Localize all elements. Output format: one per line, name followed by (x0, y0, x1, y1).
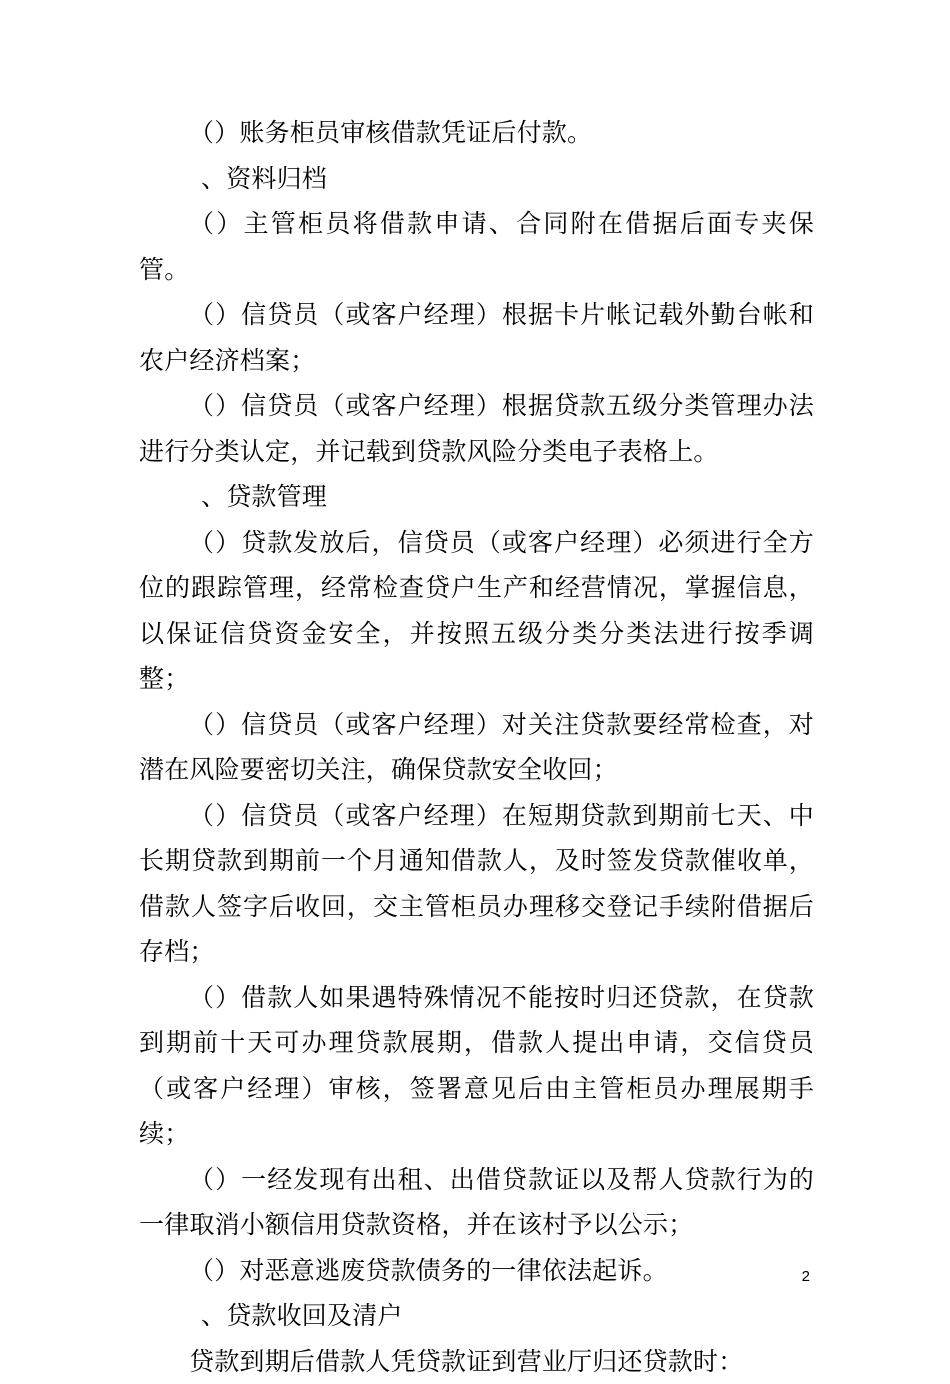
paragraph-item: （）信贷员（或客户经理）根据卡片帐记载外勤台帐和农户经济档案； (139, 292, 814, 383)
section-heading: 、贷款收回及清户 (139, 1293, 814, 1339)
paragraph-item: （）对恶意逃废贷款债务的一律依法起诉。 (139, 1248, 814, 1294)
document-body (139, 110, 814, 1384)
paragraph-item: （）贷款发放后，信贷员（或客户经理）必须进行全方位的跟踪管理，经常检查贷户生产和经营情况，掌握信息，以保证信贷资金安全，并按照五级分类分类法进行按季调整； (139, 520, 814, 702)
section-heading: 、资料归档 (139, 156, 814, 202)
paragraph-item: （）一经发现有出租、出借贷款证以及帮人贷款行为的一律取消小额信用贷款资格，并在该村予以公示； (139, 1157, 814, 1248)
section-heading: 、贷款管理 (139, 474, 814, 520)
paragraph-item: （）信贷员（或客户经理）根据贷款五级分类管理办法进行分类认定，并记载到贷款风险分类电子表格上。 (139, 383, 814, 474)
paragraph-item: （）主管柜员将借款申请、合同附在借据后面专夹保管。 (139, 201, 814, 292)
paragraph-item: （）信贷员（或客户经理）对关注贷款要经常检查，对潜在风险要密切关注，确保贷款安全收回； (139, 702, 814, 793)
paragraph-item: （）账务柜员审核借款凭证后付款。 (139, 110, 814, 156)
paragraph-item: （）借款人如果遇特殊情况不能按时归还贷款，在贷款到期前十天可办理贷款展期，借款人提出申请，交信贷员（或客户经理）审核，签署意见后由主管柜员办理展期手续； (139, 975, 814, 1157)
paragraph-item: （）信贷员（或客户经理）在短期贷款到期前七天、中长期贷款到期前一个月通知借款人，及时签发贷款催收单，借款人签字后收回，交主管柜员办理移交登记手续附借据后存档； (139, 793, 814, 975)
page-number: 2 (802, 1268, 810, 1285)
paragraph-item: 贷款到期后借款人凭贷款证到营业厅归还贷款时： (139, 1339, 814, 1384)
